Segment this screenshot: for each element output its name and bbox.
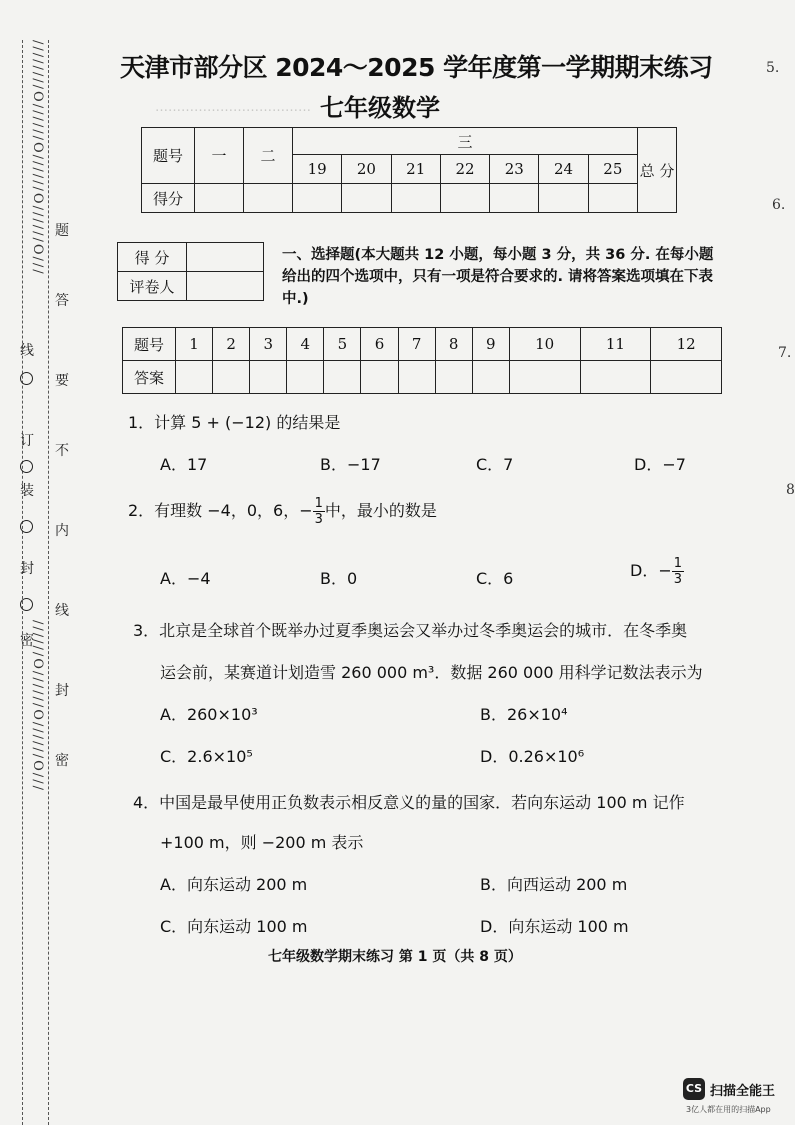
question-1-option-a: A．17 [160,455,208,474]
fraction-denominator: 3 [314,512,323,527]
strip-char: 答 [55,293,69,309]
grader-box [117,242,264,301]
question-1-stem: 1．计算 5 + (−12) 的结果是 [128,413,341,432]
section-one-heading: 一、选择题(本大题共 12 小题，每小题 3 分，共 36 分. 在每小题给出的四个选项中，只有一项是符合要求的. 请将答案选项填在下表中.) [282,247,714,307]
sub-number: 24 [539,155,588,184]
question-3-option-c: C．2.6×10⁵ [160,747,253,766]
answer-cell[interactable] [472,361,509,394]
cut-marks-bottom: //////O//////O//////O/// [30,620,45,792]
strip-char: 不 [55,443,69,459]
question-number: 10 [509,328,580,361]
score-cell[interactable] [539,184,588,213]
answer-cell[interactable] [213,361,250,394]
score-table [141,127,677,213]
cut-line-inner [48,40,49,1125]
part-one: 一 [195,128,244,184]
answer-cell[interactable] [509,361,580,394]
answer-cell[interactable] [580,361,651,394]
question-2-option-a: A．−4 [160,569,211,588]
question-number: 2 [213,328,250,361]
fraction-numerator: 1 [673,556,683,571]
strip-char: 密 [55,753,69,769]
strip-char: 要 [55,373,69,389]
scanner-tagline: 3亿人都在用的扫描App [686,1105,771,1114]
question-4-option-d: D．向东运动 100 m [480,917,629,936]
question-4-line-2: +100 m，则 −200 m 表示 [160,833,364,852]
question-number: 8 [435,328,472,361]
adjacent-page-number: 7. [778,345,792,361]
score-cell[interactable] [244,184,293,213]
question-number: 4 [287,328,324,361]
question-number: 9 [472,328,509,361]
question-3-line-2: 运会前，某赛道计划造雪 260 000 m³．数据 260 000 用科学记数法表示为 [160,663,703,682]
strip-char: 封 [20,561,34,577]
score-cell[interactable] [342,184,391,213]
question-1-option-c: C．7 [476,455,514,474]
answer-table [122,327,722,394]
answer-cell[interactable] [176,361,213,394]
score-row-label: 得分 [142,184,195,213]
question-2-stem-post: 中，最小的数是 [324,501,437,520]
sub-number: 22 [440,155,489,184]
question-2-option-b: B．0 [320,569,358,588]
question-number: 12 [651,328,722,361]
score-cell[interactable] [588,184,637,213]
adjacent-page-number: 8 [786,482,795,498]
answer-row-label: 题号 [123,328,176,361]
sub-number: 19 [293,155,342,184]
binding-hole-icon [20,372,33,385]
fraction-denominator: 3 [673,572,683,587]
question-3-line-1: 3．北京是全球首个既举办过夏季奥运会又举办过冬季奥运会的城市．在冬季奥 [133,621,688,640]
grader-name-cell[interactable] [187,272,264,301]
question-2-stem-pre: 2．有理数 −4，0，6，− [128,501,313,520]
question-number: 11 [580,328,651,361]
grader-name-label: 评卷人 [118,272,187,301]
fraction [672,556,684,587]
cut-marks-top: ////////O//////O//////O//////O/// [30,40,45,276]
answer-cell[interactable] [250,361,287,394]
question-2-option-c: C．6 [476,569,514,588]
strip-char: 线 [55,603,69,619]
exam-subtitle: 七年级数学 [320,94,440,122]
question-number: 1 [176,328,213,361]
question-1-option-d: D．−7 [634,455,686,474]
answer-cell[interactable] [324,361,361,394]
binding-hole-icon [20,598,33,611]
question-3-option-b: B．26×10⁴ [480,705,568,724]
answer-cell[interactable] [361,361,398,394]
option-d-prefix: D．− [630,561,672,580]
question-1-option-b: B．−17 [320,455,381,474]
score-cell[interactable] [440,184,489,213]
grader-score-label: 得 分 [118,243,187,272]
answer-cell[interactable] [435,361,472,394]
sub-number: 23 [490,155,539,184]
scanner-logo-icon: CS [683,1078,705,1100]
question-3-option-d: D．0.26×10⁶ [480,747,585,766]
exam-title: 天津市部分区 2024～2025 学年度第一学期期末练习 [120,53,713,82]
score-cell[interactable] [391,184,440,213]
binding-hole-icon [20,520,33,533]
question-4-option-a: A．向东运动 200 m [160,875,308,894]
sub-number: 20 [342,155,391,184]
adjacent-page-number: 6. [772,197,786,213]
answer-cell[interactable] [398,361,435,394]
strip-char: 内 [55,523,69,539]
question-2-option-d [630,556,684,587]
question-number: 5 [324,328,361,361]
answer-cell[interactable] [651,361,722,394]
question-2-stem [128,496,437,527]
strip-char: 封 [55,683,69,699]
page-footer: 七年级数学期末练习 第 1 页（共 8 页） [268,949,522,965]
sub-number: 21 [391,155,440,184]
cut-line-outer [22,40,23,1125]
question-number: 6 [361,328,398,361]
fraction [313,496,325,527]
binding-hole-icon [20,460,33,473]
fraction-numerator: 1 [314,496,323,511]
score-row-label: 题号 [142,128,195,184]
bleed-through: ……………………………… [155,100,311,115]
question-3-option-a: A．260×10³ [160,705,258,724]
strip-char: 装 [20,483,34,499]
question-number: 7 [398,328,435,361]
score-cell[interactable] [490,184,539,213]
question-4-option-c: C．向东运动 100 m [160,917,308,936]
strip-char: 题 [55,223,69,239]
part-three: 三 [293,128,638,155]
score-cell[interactable] [195,184,244,213]
question-4-line-1: 4．中国是最早使用正负数表示相反意义的量的国家．若向东运动 100 m 记作 [133,793,685,812]
question-4-option-b: B．向西运动 200 m [480,875,628,894]
scanner-name: 扫描全能王 [710,1084,776,1099]
question-number: 3 [250,328,287,361]
answer-cell[interactable] [287,361,324,394]
strip-char: 线 [20,343,34,359]
score-cell[interactable] [293,184,342,213]
total-label: 总 分 [638,128,677,213]
grader-score-cell[interactable] [187,243,264,272]
adjacent-page-number: 5. [766,60,780,76]
answer-row-label: 答案 [123,361,176,394]
part-two: 二 [244,128,293,184]
strip-char: 密 [20,633,34,649]
sub-number: 25 [588,155,637,184]
strip-char: 订 [20,433,34,449]
